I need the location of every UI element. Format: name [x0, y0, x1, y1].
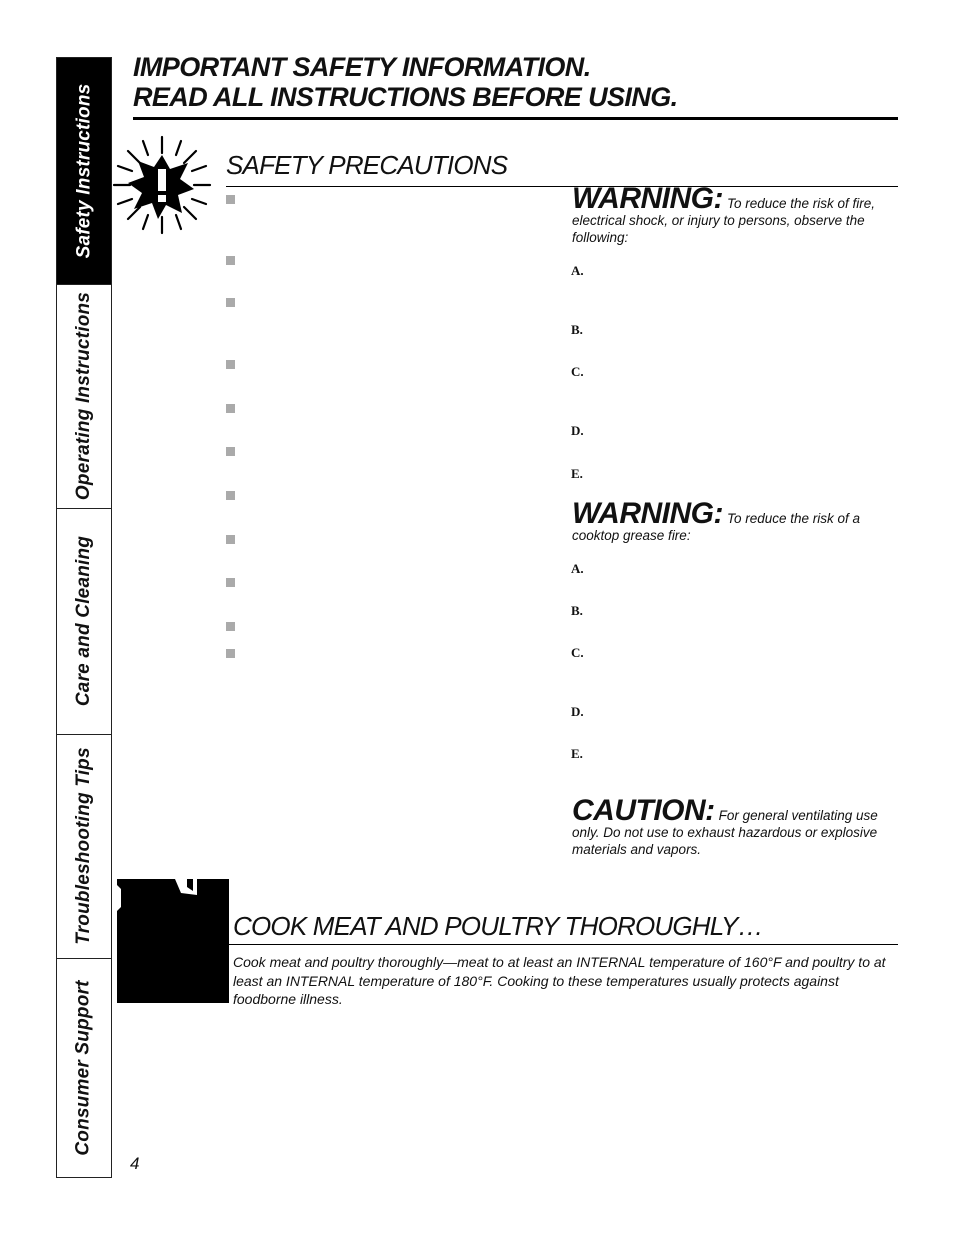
- caution-text: For general ventilating use only. Do not use to exhaust hazardous or explosive materials and vapors.: [572, 808, 878, 857]
- tab-label: Consumer Support: [73, 979, 95, 1156]
- caution-heading: CAUTION:: [572, 794, 715, 827]
- thermometer-icon: [117, 879, 229, 1003]
- tab-consumer-support[interactable]: [57, 958, 111, 1177]
- tab-label: Care and Cleaning: [73, 535, 94, 707]
- page-title: [133, 52, 903, 112]
- list-item-letter: D.: [571, 423, 584, 438]
- section-divider: [226, 186, 898, 187]
- caution-ventilating: [572, 794, 900, 858]
- list-item-letter: C.: [571, 364, 584, 379]
- header-divider: [133, 117, 898, 120]
- page-number: 4: [130, 1154, 140, 1173]
- list-item-letter: B.: [571, 603, 583, 618]
- list-item-letter: A.: [571, 561, 584, 576]
- cook-meat-title: COOK MEAT AND POULTRY THOROUGHLY…: [233, 911, 763, 941]
- tab-safety-instructions[interactable]: [57, 58, 111, 285]
- bullet-marker: [226, 535, 235, 544]
- bullet-marker: [226, 622, 235, 631]
- section-divider: [229, 944, 898, 945]
- warning-burst-icon: [112, 135, 212, 235]
- tab-operating-instructions[interactable]: [57, 284, 111, 509]
- safety-precautions-title: SAFETY PRECAUTIONS: [226, 150, 508, 180]
- bullet-marker: [226, 195, 235, 204]
- page-title-line1: IMPORTANT SAFETY INFORMATION.: [133, 52, 591, 82]
- list-item-letter: E.: [571, 746, 583, 761]
- warning-text: To reduce the risk of fire, electrical shock, or injury to persons, observe the following:: [572, 196, 876, 245]
- warning-grease-fire: [572, 497, 900, 544]
- list-item-letter: E.: [571, 466, 583, 481]
- bullet-marker: [226, 447, 235, 456]
- tab-label: Troubleshooting Tips: [73, 747, 94, 945]
- warning-heading: WARNING:: [572, 497, 723, 530]
- tab-label: Safety Instructions: [73, 83, 94, 259]
- cook-meat-body: Cook meat and poultry thoroughly—meat to at least an INTERNAL temperature of 160°F and poultry to at least an INTERNAL temperature of 180°F. Cooking to these temperatures usually protects against foodborne illness.: [233, 954, 886, 1007]
- warning-heading: WARNING:: [572, 182, 723, 215]
- list-item-letter: D.: [571, 704, 584, 719]
- list-item-letter: C.: [571, 645, 584, 660]
- tab-troubleshooting-tips[interactable]: [57, 734, 111, 959]
- bullet-marker: [226, 491, 235, 500]
- bullet-marker: [226, 360, 235, 369]
- warning-text: To reduce the risk of a cooktop grease fire:: [572, 511, 861, 543]
- bullet-marker: [226, 298, 235, 307]
- bullet-marker: [226, 256, 235, 265]
- bullet-marker: [226, 404, 235, 413]
- list-item-letter: A.: [571, 263, 584, 278]
- warning-fire-shock: [572, 182, 900, 246]
- tab-care-and-cleaning[interactable]: [57, 508, 111, 735]
- section-tabs: [56, 57, 112, 1178]
- bullet-marker: [226, 649, 235, 658]
- page-title-line2: READ ALL INSTRUCTIONS BEFORE USING.: [133, 82, 678, 112]
- list-item-letter: B.: [571, 322, 583, 337]
- tab-label: Operating Instructions: [73, 291, 95, 501]
- bullet-marker: [226, 578, 235, 587]
